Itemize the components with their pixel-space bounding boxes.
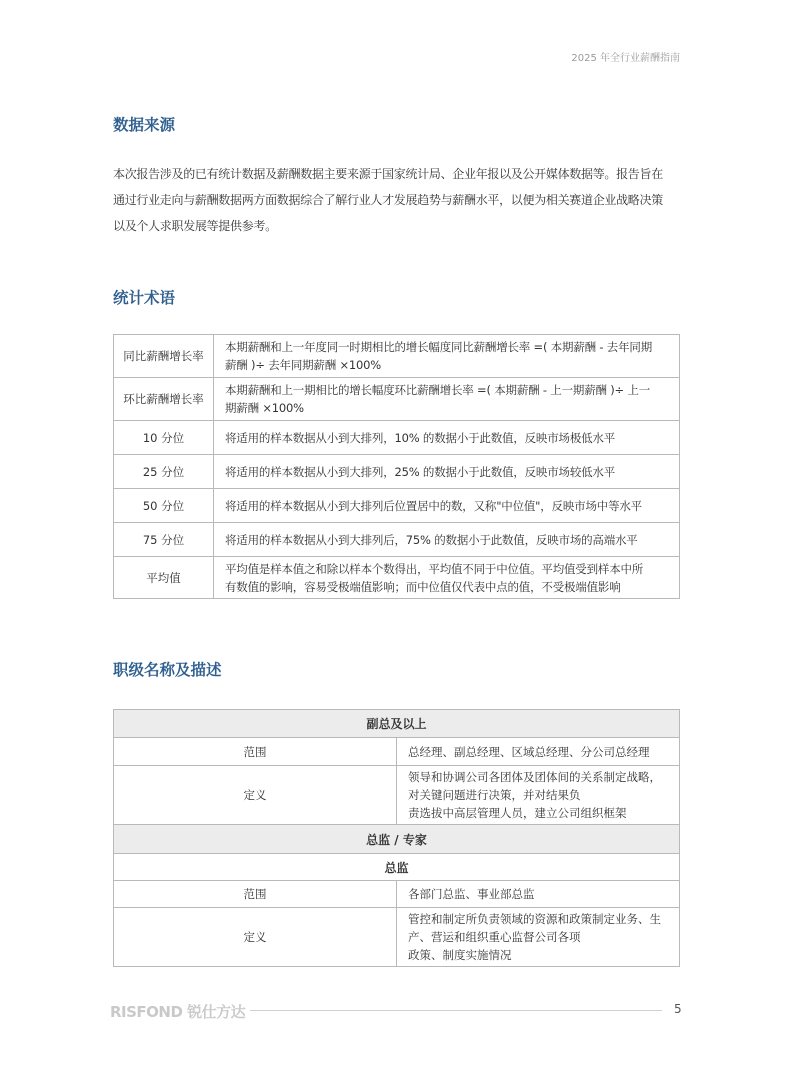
section-title-levels: 职级名称及描述 xyxy=(113,661,222,679)
scope-value: 各部门总监、事业部总监 xyxy=(397,881,680,908)
paragraph-line: 本次报告涉及的已有统计数据及薪酬数据主要来源于国家统计局、企业年报以及公开媒体数据等。报告旨在 xyxy=(113,167,663,181)
header-title: 2025 年全行业薪酬指南 xyxy=(571,53,680,64)
term-desc: 将适用的样本数据从小到大排列，25% 的数据小于此数值，反映市场较低水平 xyxy=(214,455,680,489)
term-label: 平均值 xyxy=(114,557,214,599)
level-group-header: 副总及以上 xyxy=(114,710,680,738)
brand-logo: RISFOND 锐仕方达 xyxy=(110,1003,246,1021)
term-label: 同比薪酬增长率 xyxy=(114,335,214,378)
paragraph-line: 以及个人求职发展等提供参考。 xyxy=(113,219,277,233)
table-row xyxy=(114,710,680,738)
terms-table xyxy=(113,334,680,599)
definition-label: 定义 xyxy=(114,908,397,967)
footer-divider xyxy=(250,1010,662,1011)
term-desc xyxy=(214,378,680,421)
term-label: 环比薪酬增长率 xyxy=(114,378,214,421)
table-row xyxy=(114,738,680,766)
term-desc xyxy=(214,557,680,599)
term-desc: 将适用的样本数据从小到大排列，10% 的数据小于此数值，反映市场极低水平 xyxy=(214,421,680,455)
table-row xyxy=(114,335,680,378)
table-row xyxy=(114,557,680,599)
term-label: 25 分位 xyxy=(114,455,214,489)
desc-line: 领导和协调公司各团体及团体间的关系制定战略，对关键问题进行决策，并对结果负 xyxy=(408,770,661,802)
scope-value: 总经理、副总经理、区域总经理、分公司总经理 xyxy=(397,738,680,766)
data-source-paragraph xyxy=(113,161,683,239)
table-row xyxy=(114,455,680,489)
table-row xyxy=(114,881,680,908)
term-desc xyxy=(214,335,680,378)
section-title-data-source: 数据来源 xyxy=(113,116,176,134)
desc-line: 平均值是样本值之和除以样本个数得出，平均值不同于中位值。平均值受到样本中所 xyxy=(225,561,644,576)
paragraph-line: 通过行业走向与薪酬数据两方面数据综合了解行业人才发展趋势与薪酬水平，以便为相关赛道企业战略决策 xyxy=(113,193,663,207)
table-row xyxy=(114,378,680,421)
desc-line: 有数值的影响，容易受极端值影响；而中位值仅代表中点的值，不受极端值影响 xyxy=(225,579,621,594)
definition-value xyxy=(397,908,680,967)
desc-line: 期薪酬 ×100% xyxy=(225,401,304,415)
definition-value xyxy=(397,766,680,825)
scope-label: 范围 xyxy=(114,881,397,908)
term-label: 10 分位 xyxy=(114,421,214,455)
term-desc: 将适用的样本数据从小到大排列后位置居中的数，又称"中位值"，反映市场中等水平 xyxy=(214,489,680,523)
table-row xyxy=(114,908,680,967)
level-group-header: 总监 / 专家 xyxy=(114,825,680,854)
desc-line: 管控和制定所负责领域的资源和政策制定业务、生产、营运和组织重心监督公司各项 xyxy=(408,912,661,944)
table-row xyxy=(114,421,680,455)
desc-line: 责选拔中高层管理人员，建立公司组织框架 xyxy=(408,806,627,820)
levels-table xyxy=(113,709,680,967)
table-row xyxy=(114,854,680,881)
term-desc: 将适用的样本数据从小到大排列后，75% 的数据小于此数值，反映市场的高端水平 xyxy=(214,523,680,557)
definition-label: 定义 xyxy=(114,766,397,825)
table-row xyxy=(114,523,680,557)
scope-label: 范围 xyxy=(114,738,397,766)
desc-line: 薪酬 )÷ 去年同期薪酬 ×100% xyxy=(225,358,382,372)
table-row xyxy=(114,489,680,523)
desc-line: 本期薪酬和上一年度同一时期相比的增长幅度同比薪酬增长率 =( 本期薪酬 - 去年同期 xyxy=(225,340,652,354)
term-label: 50 分位 xyxy=(114,489,214,523)
term-label: 75 分位 xyxy=(114,523,214,557)
table-row xyxy=(114,825,680,854)
table-row xyxy=(114,766,680,825)
page-number: 5 xyxy=(674,1002,682,1016)
level-subheader: 总监 xyxy=(114,854,680,881)
desc-line: 政策、制度实施情况 xyxy=(408,948,512,962)
desc-line: 本期薪酬和上一期相比的增长幅度环比薪酬增长率 =( 本期薪酬 - 上一期薪酬 )÷ 上一 xyxy=(225,383,651,397)
section-title-terms: 统计术语 xyxy=(113,289,176,307)
